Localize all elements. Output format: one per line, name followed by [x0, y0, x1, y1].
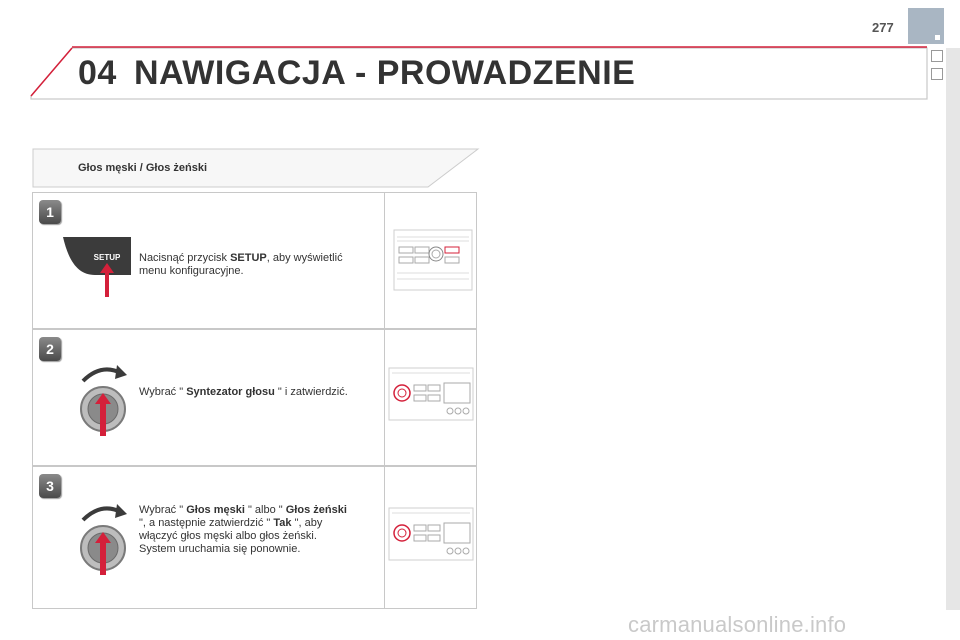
page-number: 277 [872, 20, 894, 35]
step-text-1: Nacisnąć przycisk SETUP, aby wyświetlić menu konfiguracyjne. [139, 252, 343, 277]
setup-key-press-icon [59, 235, 139, 299]
watermark: carmanualsonline.info [628, 612, 847, 637]
section-title: Głos męski / Głos żeński [78, 162, 207, 174]
rotary-knob-turn-press-icon [73, 500, 133, 576]
radio-front-panel-setup-highlight [393, 229, 473, 291]
radio-front-panel-knob-highlight [388, 507, 474, 561]
step-panel-3 [32, 466, 477, 609]
step-badge: 1 [39, 200, 61, 224]
chapter-number: 04 [78, 54, 117, 92]
radio-front-panel-knob-highlight [388, 367, 474, 421]
chapter-title: NAWIGACJA - PROWADZENIE [134, 54, 636, 92]
step-text-2: Wybrać " Syntezator głosu " i zatwierdzić. [139, 386, 348, 398]
step-panel-1 [32, 192, 477, 329]
step-badge: 3 [39, 474, 61, 498]
rotary-knob-turn-press-icon [73, 361, 133, 437]
step-badge: 2 [39, 337, 61, 361]
setup-key-label: SETUP [93, 253, 121, 262]
step-panel-2 [32, 329, 477, 466]
step-text-3: Wybrać " Głos męski " albo " Głos żeński ", a następnie zatwierdzić " Tak ", aby włączyć głos męski albo głos żeński. System uruchamia się ponownie. [139, 504, 347, 555]
